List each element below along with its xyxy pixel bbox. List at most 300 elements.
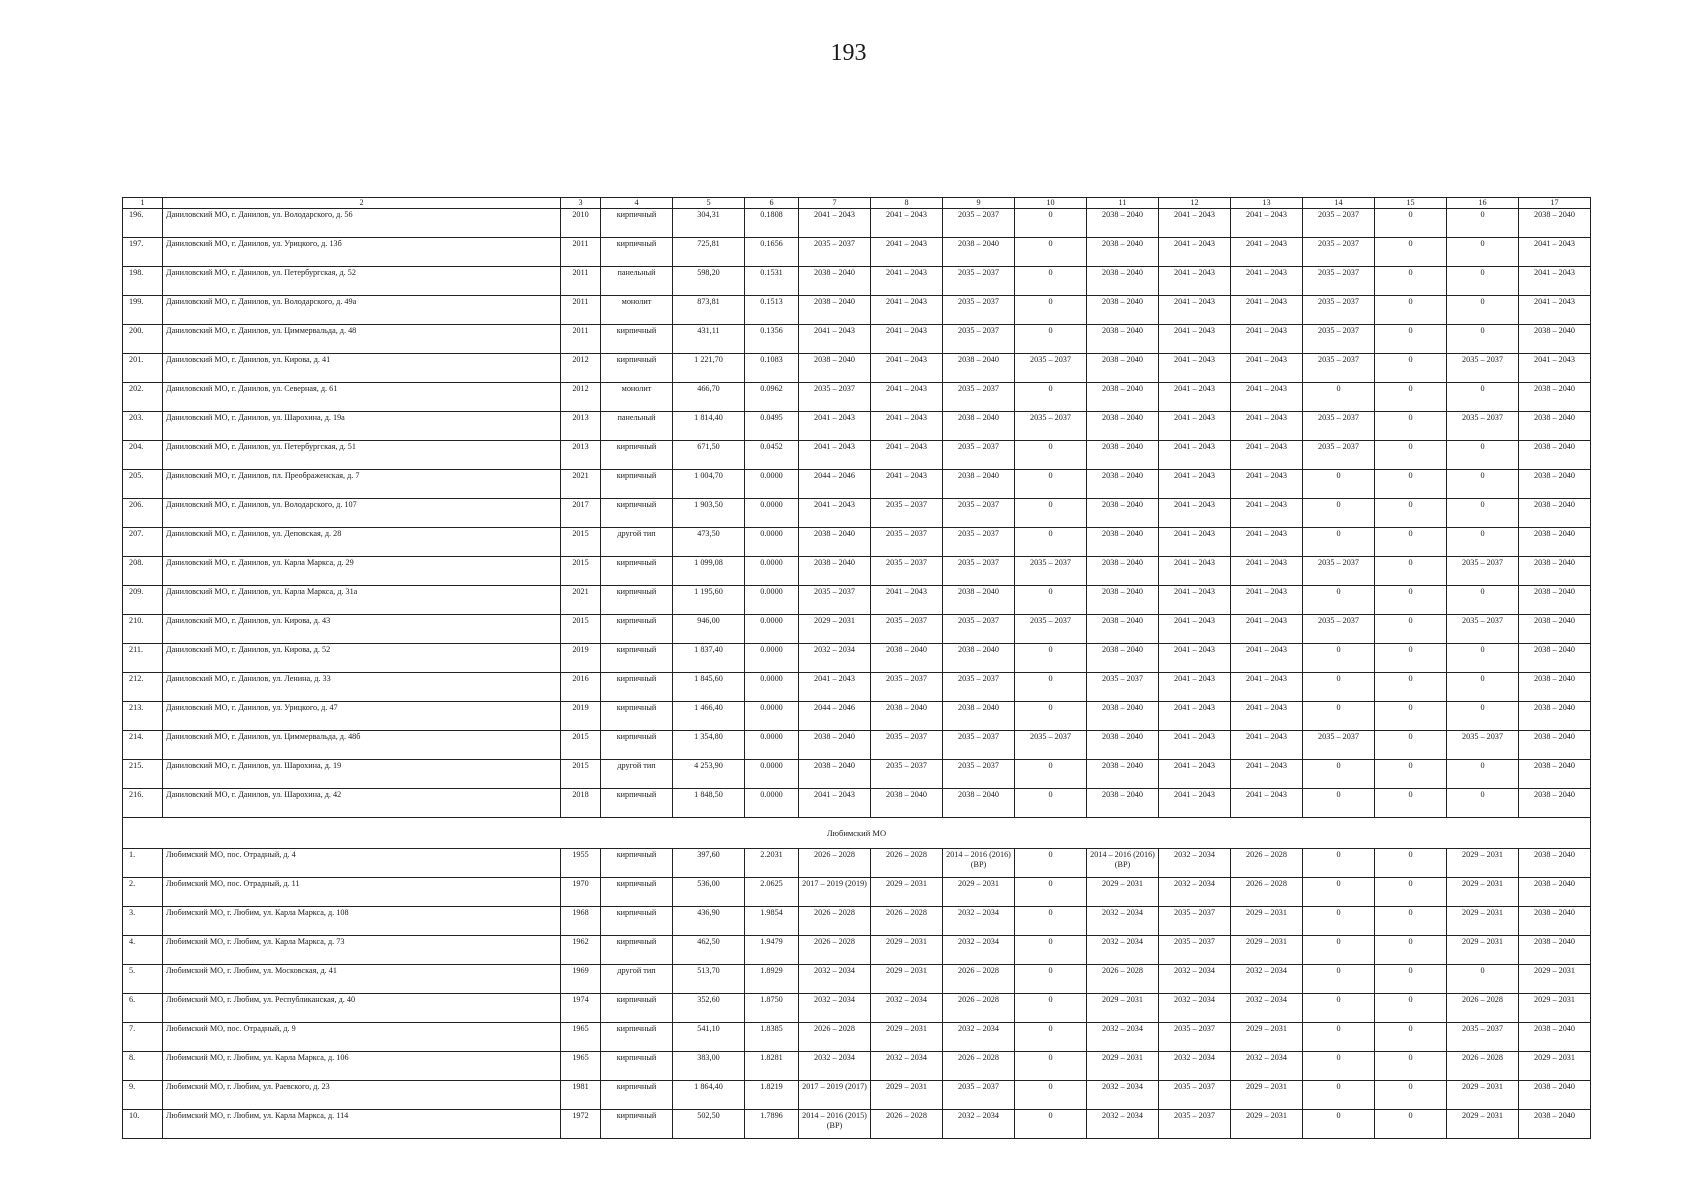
table-cell: Даниловский МО, г. Данилов, ул. Ленина, д. 33 (163, 673, 561, 702)
table-cell: 0.0000 (745, 615, 799, 644)
table-cell: 2041 – 2043 (1231, 412, 1303, 441)
table-cell: 0 (1015, 1110, 1087, 1139)
table-row (123, 209, 1591, 238)
table-cell: 0 (1303, 702, 1375, 731)
table-cell: Любимский МО, пос. Отрадный, д. 9 (163, 1023, 561, 1052)
table-row (123, 586, 1591, 615)
section-title: Любимский МО (123, 818, 1591, 849)
table-cell: 725,81 (673, 238, 745, 267)
table-cell: 0 (1375, 441, 1447, 470)
table-cell: 2029 – 2031 (1231, 936, 1303, 965)
table-cell: 2035 – 2037 (1159, 936, 1231, 965)
table-cell: 2012 (561, 354, 601, 383)
table-cell: 2011 (561, 267, 601, 296)
table-cell: 397,60 (673, 849, 745, 878)
table-cell: 1.7896 (745, 1110, 799, 1139)
table-cell: 203. (123, 412, 163, 441)
table-cell: 0.1808 (745, 209, 799, 238)
table-cell: 2041 – 2043 (871, 325, 943, 354)
table-cell: 0.1083 (745, 354, 799, 383)
table-cell: 2026 – 2028 (943, 1052, 1015, 1081)
table-row (123, 702, 1591, 731)
table-cell: 208. (123, 557, 163, 586)
table-cell: Даниловский МО, г. Данилов, ул. Северная, д. 61 (163, 383, 561, 412)
column-number-cell: 13 (1231, 198, 1303, 209)
table-cell: кирпичный (601, 878, 673, 907)
table-cell: 9. (123, 1081, 163, 1110)
table-cell: 199. (123, 296, 163, 325)
table-cell: 2041 – 2043 (1159, 325, 1231, 354)
column-number-cell: 16 (1447, 198, 1519, 209)
table-cell: 2038 – 2040 (1519, 1023, 1591, 1052)
table-cell: 2038 – 2040 (1087, 615, 1159, 644)
table-cell: кирпичный (601, 1081, 673, 1110)
table-cell: 598,20 (673, 267, 745, 296)
table-cell: 216. (123, 789, 163, 818)
table-cell: 2041 – 2043 (1519, 296, 1591, 325)
table-cell: 2029 – 2031 (1519, 965, 1591, 994)
table-cell: 2026 – 2028 (799, 1023, 871, 1052)
table-cell: кирпичный (601, 354, 673, 383)
table-cell: 214. (123, 731, 163, 760)
table-cell: 513,70 (673, 965, 745, 994)
table-cell: 2.2031 (745, 849, 799, 878)
table-cell: 2038 – 2040 (1087, 557, 1159, 586)
table-cell: 0 (1015, 1052, 1087, 1081)
table-cell: 2029 – 2031 (1447, 936, 1519, 965)
table-cell: 2026 – 2028 (943, 965, 1015, 994)
table-row (123, 1081, 1591, 1110)
table-cell: Даниловский МО, г. Данилов, ул. Кирова, д. 52 (163, 644, 561, 673)
table-cell: 1.8281 (745, 1052, 799, 1081)
table-cell: Даниловский МО, г. Данилов, ул. Володарского, д. 107 (163, 499, 561, 528)
table-row (123, 673, 1591, 702)
table-cell: 0 (1375, 412, 1447, 441)
table-row (123, 296, 1591, 325)
table-cell: 2038 – 2040 (799, 760, 871, 789)
table-cell: кирпичный (601, 644, 673, 673)
table-cell: Даниловский МО, г. Данилов, ул. Володарского, д. 56 (163, 209, 561, 238)
table-cell: 2044 – 2046 (799, 470, 871, 499)
table-cell: 2035 – 2037 (1015, 615, 1087, 644)
table-cell: 0.0000 (745, 644, 799, 673)
table-cell: 0 (1015, 441, 1087, 470)
table-cell: 1. (123, 849, 163, 878)
table-cell: 671,50 (673, 441, 745, 470)
table-row (123, 383, 1591, 412)
table-cell: 0.0000 (745, 789, 799, 818)
table-cell: 2035 – 2037 (799, 383, 871, 412)
table-cell: 0 (1303, 1110, 1375, 1139)
table-cell: 0 (1375, 499, 1447, 528)
table-cell: 0 (1303, 644, 1375, 673)
table-cell: кирпичный (601, 499, 673, 528)
table-cell: 0 (1375, 731, 1447, 760)
table-cell: 0 (1303, 470, 1375, 499)
table-cell: 0 (1303, 1081, 1375, 1110)
table-cell: 2032 – 2034 (943, 936, 1015, 965)
table-row (123, 267, 1591, 296)
table-cell: 0 (1375, 849, 1447, 878)
table-cell: 2026 – 2028 (1447, 994, 1519, 1023)
table-cell: 2035 – 2037 (1447, 354, 1519, 383)
table-row (123, 557, 1591, 586)
table-cell: 2035 – 2037 (871, 673, 943, 702)
table-cell: 2038 – 2040 (1087, 731, 1159, 760)
table-cell: 2035 – 2037 (943, 325, 1015, 354)
table-cell: 0 (1375, 702, 1447, 731)
table-cell: 2032 – 2034 (871, 1052, 943, 1081)
table-cell: 2041 – 2043 (1159, 644, 1231, 673)
table-cell: 2041 – 2043 (1231, 557, 1303, 586)
table-cell: 2035 – 2037 (871, 499, 943, 528)
table-cell: 2038 – 2040 (1087, 209, 1159, 238)
table-cell: 2017 – 2019 (2019) (799, 878, 871, 907)
table-cell: 2041 – 2043 (871, 238, 943, 267)
table-cell: 2029 – 2031 (1447, 1110, 1519, 1139)
table-cell: 0 (1447, 441, 1519, 470)
table-cell: 8. (123, 1052, 163, 1081)
table-cell: 0 (1015, 1081, 1087, 1110)
table-row (123, 412, 1591, 441)
table-cell: 2032 – 2034 (799, 644, 871, 673)
table-cell: 2035 – 2037 (871, 760, 943, 789)
table-cell: 0 (1447, 296, 1519, 325)
column-number-cell: 9 (943, 198, 1015, 209)
table-cell: кирпичный (601, 1052, 673, 1081)
table-cell: 2038 – 2040 (799, 354, 871, 383)
table-cell: 1.8385 (745, 1023, 799, 1052)
column-number-cell: 3 (561, 198, 601, 209)
table-cell: 4. (123, 936, 163, 965)
table-cell: 202. (123, 383, 163, 412)
table-row (123, 615, 1591, 644)
table-cell: 2026 – 2028 (871, 1110, 943, 1139)
table-cell: 0 (1015, 470, 1087, 499)
table-cell: 1 848,50 (673, 789, 745, 818)
table-cell: 2038 – 2040 (1087, 412, 1159, 441)
table-cell: 0 (1447, 673, 1519, 702)
table-cell: 2035 – 2037 (1303, 267, 1375, 296)
table-cell: 2029 – 2031 (871, 965, 943, 994)
table-cell: 2013 (561, 441, 601, 470)
table-cell: 2032 – 2034 (1087, 1023, 1159, 1052)
table-cell: 383,00 (673, 1052, 745, 1081)
table-cell: 2041 – 2043 (799, 789, 871, 818)
table-cell: 2041 – 2043 (1159, 470, 1231, 499)
table-cell: 2029 – 2031 (1447, 849, 1519, 878)
table-cell: 2035 – 2037 (1015, 557, 1087, 586)
table-cell: 2035 – 2037 (1447, 412, 1519, 441)
table-cell: 0.0962 (745, 383, 799, 412)
table-cell: 1 814,40 (673, 412, 745, 441)
table-cell: 0 (1375, 673, 1447, 702)
column-number-cell: 2 (163, 198, 561, 209)
table-cell: 2035 – 2037 (1303, 412, 1375, 441)
table-cell: Даниловский МО, г. Данилов, пл. Преображенская, д. 7 (163, 470, 561, 499)
table-cell: кирпичный (601, 673, 673, 702)
table-cell: 2038 – 2040 (1519, 702, 1591, 731)
table-cell: 2041 – 2043 (1159, 354, 1231, 383)
table-cell: 2038 – 2040 (1087, 499, 1159, 528)
table-cell: 2041 – 2043 (871, 441, 943, 470)
table-cell: 2029 – 2031 (1231, 1110, 1303, 1139)
table-cell: 2035 – 2037 (1159, 1081, 1231, 1110)
table-cell: 206. (123, 499, 163, 528)
table-cell: 2038 – 2040 (1519, 499, 1591, 528)
table-cell: 198. (123, 267, 163, 296)
table-cell: 211. (123, 644, 163, 673)
table-cell: кирпичный (601, 849, 673, 878)
table-cell: 2035 – 2037 (1447, 557, 1519, 586)
table-cell: 0 (1303, 936, 1375, 965)
table-cell: 2011 (561, 238, 601, 267)
table-cell: 2041 – 2043 (799, 325, 871, 354)
table-cell: 2038 – 2040 (1519, 325, 1591, 354)
table-cell: 2038 – 2040 (1087, 296, 1159, 325)
table-cell: 0 (1447, 644, 1519, 673)
table-cell: Даниловский МО, г. Данилов, ул. Кирова, д. 41 (163, 354, 561, 383)
table-cell: 1962 (561, 936, 601, 965)
table-cell: кирпичный (601, 702, 673, 731)
table-row (123, 965, 1591, 994)
table-cell: 2041 – 2043 (799, 209, 871, 238)
table-cell: 2029 – 2031 (1231, 907, 1303, 936)
table-cell: панельный (601, 412, 673, 441)
table-cell: Даниловский МО, г. Данилов, ул. Шарохина, д. 42 (163, 789, 561, 818)
table-cell: 210. (123, 615, 163, 644)
table-cell: 2035 – 2037 (1303, 354, 1375, 383)
table-cell: 0 (1303, 849, 1375, 878)
table-row (123, 528, 1591, 557)
table-cell: 0 (1447, 586, 1519, 615)
table-cell: 2038 – 2040 (1087, 789, 1159, 818)
table-cell: кирпичный (601, 470, 673, 499)
table-cell: 2041 – 2043 (1231, 760, 1303, 789)
table-cell: 2032 – 2034 (1087, 936, 1159, 965)
table-cell: 1 466,40 (673, 702, 745, 731)
table-cell: 0.0495 (745, 412, 799, 441)
table-cell: 1965 (561, 1052, 601, 1081)
table-cell: 2041 – 2043 (1519, 267, 1591, 296)
table-cell: 2035 – 2037 (799, 238, 871, 267)
table-cell: 2014 – 2016 (2016) (ВР) (943, 849, 1015, 878)
table-cell: 0 (1015, 586, 1087, 615)
table-cell: 2032 – 2034 (871, 994, 943, 1023)
table-cell: кирпичный (601, 907, 673, 936)
table-cell: 2032 – 2034 (799, 994, 871, 1023)
table-cell: 466,70 (673, 383, 745, 412)
table-cell: 1 864,40 (673, 1081, 745, 1110)
table-cell: 2041 – 2043 (1231, 325, 1303, 354)
table-cell: 0.1513 (745, 296, 799, 325)
table-cell: 2011 (561, 325, 601, 354)
table-cell: кирпичный (601, 238, 673, 267)
table-cell: Любимский МО, г. Любим, ул. Карла Маркса, д. 114 (163, 1110, 561, 1139)
table-cell: 2035 – 2037 (1303, 238, 1375, 267)
table-row (123, 499, 1591, 528)
table-cell: 2038 – 2040 (799, 557, 871, 586)
table-cell: 0 (1303, 878, 1375, 907)
table-cell: 2041 – 2043 (871, 412, 943, 441)
table-cell: 1 845,60 (673, 673, 745, 702)
table-cell: 2032 – 2034 (799, 1052, 871, 1081)
table-cell: 2041 – 2043 (1231, 499, 1303, 528)
table-cell: 0.0000 (745, 528, 799, 557)
table-cell: 2041 – 2043 (1231, 441, 1303, 470)
table-cell: 2038 – 2040 (1519, 673, 1591, 702)
table-cell: 2029 – 2031 (1519, 1052, 1591, 1081)
table-cell: 212. (123, 673, 163, 702)
table-cell: 1981 (561, 1081, 601, 1110)
table-cell: 2038 – 2040 (799, 528, 871, 557)
table-cell: 0 (1375, 760, 1447, 789)
table-cell: другой тип (601, 760, 673, 789)
table-cell: 0 (1375, 325, 1447, 354)
table-cell: 1.9479 (745, 936, 799, 965)
table-row (123, 441, 1591, 470)
table-cell: 2032 – 2034 (1159, 965, 1231, 994)
table-cell: 2032 – 2034 (1231, 994, 1303, 1023)
table-cell: 2026 – 2028 (943, 994, 1015, 1023)
table-cell: 2041 – 2043 (1159, 586, 1231, 615)
table-cell: Даниловский МО, г. Данилов, ул. Деповская, д. 28 (163, 528, 561, 557)
table-cell: 2035 – 2037 (1303, 615, 1375, 644)
table-cell: 2026 – 2028 (1087, 965, 1159, 994)
section-row (123, 818, 1591, 849)
table-cell: 201. (123, 354, 163, 383)
table-cell: 0.0000 (745, 470, 799, 499)
table-cell: 541,10 (673, 1023, 745, 1052)
table-cell: 0 (1015, 965, 1087, 994)
table-cell: 0 (1015, 499, 1087, 528)
table-cell: 1974 (561, 994, 601, 1023)
table-cell: 2026 – 2028 (799, 907, 871, 936)
table-cell: 196. (123, 209, 163, 238)
table-cell: 2032 – 2034 (1159, 994, 1231, 1023)
table-cell: 2038 – 2040 (1519, 528, 1591, 557)
table-cell: 473,50 (673, 528, 745, 557)
table-cell: 2032 – 2034 (1087, 907, 1159, 936)
table-cell: кирпичный (601, 615, 673, 644)
table-cell: 2015 (561, 615, 601, 644)
table-cell: 0 (1303, 383, 1375, 412)
table-cell: 2032 – 2034 (1159, 849, 1231, 878)
table-cell: 0 (1447, 528, 1519, 557)
table-cell: 431,11 (673, 325, 745, 354)
table-cell: 2035 – 2037 (943, 528, 1015, 557)
table-cell: Любимский МО, г. Любим, ул. Республиканская, д. 40 (163, 994, 561, 1023)
table-cell: 0.1531 (745, 267, 799, 296)
table-cell: 1 099,08 (673, 557, 745, 586)
table-row (123, 760, 1591, 789)
table-cell: 1 004,70 (673, 470, 745, 499)
table-cell: 1 195,60 (673, 586, 745, 615)
table-cell: 2038 – 2040 (943, 789, 1015, 818)
table-cell: 2038 – 2040 (799, 267, 871, 296)
table-cell: кирпичный (601, 994, 673, 1023)
table-cell: 2029 – 2031 (943, 878, 1015, 907)
table-row (123, 470, 1591, 499)
table-cell: Даниловский МО, г. Данилов, ул. Петербургская, д. 51 (163, 441, 561, 470)
table-cell: 2019 (561, 702, 601, 731)
table-cell: 2038 – 2040 (943, 354, 1015, 383)
table-cell: 2041 – 2043 (1159, 441, 1231, 470)
table-cell: монолит (601, 383, 673, 412)
table-cell: 2038 – 2040 (1519, 936, 1591, 965)
table-cell: 2035 – 2037 (1015, 731, 1087, 760)
column-number-cell: 7 (799, 198, 871, 209)
table-cell: 2026 – 2028 (871, 849, 943, 878)
table-cell: 2035 – 2037 (1303, 557, 1375, 586)
table-cell: 197. (123, 238, 163, 267)
table-cell: 2032 – 2034 (1087, 1110, 1159, 1139)
table-cell: 6. (123, 994, 163, 1023)
table-cell: 2038 – 2040 (943, 238, 1015, 267)
table-cell: 2038 – 2040 (1519, 470, 1591, 499)
table-cell: 0 (1015, 760, 1087, 789)
table-cell: 0 (1015, 789, 1087, 818)
table-cell: 0.1656 (745, 238, 799, 267)
column-number-cell: 4 (601, 198, 673, 209)
table-cell: 946,00 (673, 615, 745, 644)
table-cell: Любимский МО, пос. Отрадный, д. 11 (163, 878, 561, 907)
column-number-cell: 8 (871, 198, 943, 209)
table-cell: 2035 – 2037 (1303, 209, 1375, 238)
table-cell: 2035 – 2037 (1447, 615, 1519, 644)
table-cell: 2035 – 2037 (1447, 731, 1519, 760)
table-cell: 2041 – 2043 (1231, 731, 1303, 760)
table-cell: 2041 – 2043 (1231, 615, 1303, 644)
table-cell: 2041 – 2043 (799, 673, 871, 702)
table-cell: 2041 – 2043 (799, 441, 871, 470)
table-cell: 2035 – 2037 (1015, 354, 1087, 383)
column-number-cell: 5 (673, 198, 745, 209)
table-cell: 2029 – 2031 (871, 936, 943, 965)
table-cell: кирпичный (601, 789, 673, 818)
table-cell: 0 (1015, 907, 1087, 936)
table-cell: 0.1356 (745, 325, 799, 354)
table-cell: 0 (1303, 965, 1375, 994)
table-cell: 2032 – 2034 (799, 965, 871, 994)
table-cell: 2041 – 2043 (1159, 238, 1231, 267)
table-cell: 2038 – 2040 (1087, 325, 1159, 354)
table-cell: 2018 (561, 789, 601, 818)
table-cell: Даниловский МО, г. Данилов, ул. Карла Маркса, д. 31а (163, 586, 561, 615)
table-cell: 0 (1447, 209, 1519, 238)
table-cell: 2013 (561, 412, 601, 441)
table-cell: 1972 (561, 1110, 601, 1139)
table-cell: 2041 – 2043 (1231, 644, 1303, 673)
table-cell: 2041 – 2043 (1159, 267, 1231, 296)
table-cell: 2041 – 2043 (1231, 209, 1303, 238)
table-cell: 2041 – 2043 (1231, 702, 1303, 731)
table-cell: 2015 (561, 557, 601, 586)
table-cell: 2038 – 2040 (1519, 878, 1591, 907)
table-cell: 0 (1375, 994, 1447, 1023)
table-cell: 2026 – 2028 (1447, 1052, 1519, 1081)
table-cell: 2035 – 2037 (943, 267, 1015, 296)
column-number-cell: 1 (123, 198, 163, 209)
table-cell: 0 (1375, 470, 1447, 499)
table-cell: 0 (1303, 1023, 1375, 1052)
table-row (123, 878, 1591, 907)
table-cell: 213. (123, 702, 163, 731)
table-cell: 0 (1303, 760, 1375, 789)
table-cell: 2038 – 2040 (943, 586, 1015, 615)
table-cell: 2032 – 2034 (943, 1023, 1015, 1052)
table-cell: 2038 – 2040 (1519, 731, 1591, 760)
